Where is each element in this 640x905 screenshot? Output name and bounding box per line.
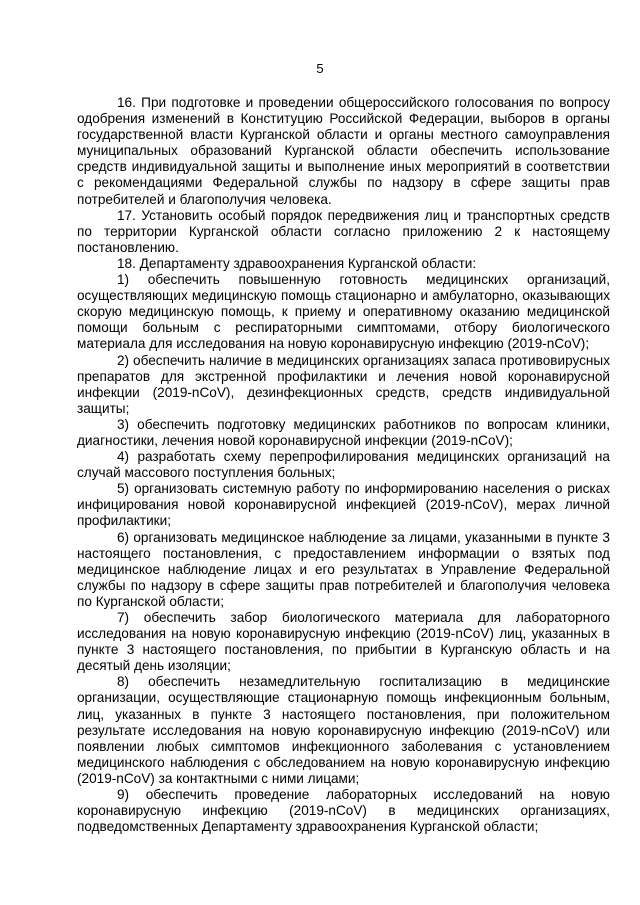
paragraph-17: 17. Установить особый порядок передвижения лиц и транспортных средств по территории Курганской области согласно приложению 2 к настоящему постановлению. — [77, 207, 610, 255]
document-body — [77, 95, 610, 835]
paragraph-16: 16. При подготовке и проведении общероссийского голосования по вопросу одобрения изменений в Конституцию Российской Федерации, выборов в органы государственной власти Курганской области и органы местного самоуправления муниципальных образований Курганской области обеспечить использование средств индивидуальной защиты и выполнение иных мероприятий в соответствии с рекомендациями Федеральной службы по надзору в сфере защиты прав потребителей и благополучия человека. — [77, 95, 610, 207]
paragraph-18-item-8: 8) обеспечить незамедлительную госпитализацию в медицинские организации, осуществляющие стационарную помощь инфекционным больным, лиц, указанных в пункте 3 настоящего постановления, при положительном результате исследования на новую коронавирусную инфекцию (2019-nCoV) или появлении любых симптомов инфекционного заболевания с установлением медицинского наблюдения с обследованием на новую коронавирусную инфекцию (2019-nCoV) за контактными с ними лицами; — [77, 674, 610, 786]
paragraph-18-item-6: 6) организовать медицинское наблюдение за лицами, указанными в пункте 3 настоящего постановления, с предоставлением информации о взятых под медицинское наблюдение лицах и его результатах в Управление Федеральной службы по надзору в сфере защиты прав потребителей и благополучия человека по Курганской области; — [77, 529, 610, 609]
paragraph-18-item-2: 2) обеспечить наличие в медицинских организациях запаса противовирусных препаратов для экстренной профилактики и лечения новой коронавирусной инфекции (2019-nCoV), дезинфекционных средств, средств индивидуальной защиты; — [77, 352, 610, 416]
paragraph-18-item-7: 7) обеспечить забор биологического материала для лабораторного исследования на новую коронавирусную инфекцию (2019-nCoV) лиц, указанных в пункте 3 настоящего постановления, по прибытии в Курганскую область и на десятый день изоляции; — [77, 610, 610, 674]
paragraph-18-item-1: 1) обеспечить повышенную готовность медицинских организаций, осуществляющих медицинскую помощь стационарно и амбулаторно, оказывающих скорую медицинскую помощь, к приему и оперативному оказанию медицинской помощи больным с респираторными симптомами, отбору биологического материала для исследования на новую коронавирусную инфекцию (2019-nCoV); — [77, 272, 610, 352]
paragraph-18-item-3: 3) обеспечить подготовку медицинских работников по вопросам клиники, диагностики, лечения новой коронавирусной инфекции (2019-nCoV); — [77, 416, 610, 448]
paragraph-18-item-4: 4) разработать схему перепрофилирования медицинских организаций на случай массового поступления больных; — [77, 449, 610, 481]
paragraph-18-item-5: 5) организовать системную работу по информированию населения о рисках инфицирования новой коронавирусной инфекцией (2019-nCoV), мерах личной профилактики; — [77, 481, 610, 529]
page-number: 5 — [316, 61, 324, 76]
paragraph-18-item-9: 9) обеспечить проведение лабораторных исследований на новую коронавирусную инфекцию (2019-nCoV) в медицинских организациях, подведомственных Департаменту здравоохранения Курганской области; — [77, 787, 610, 835]
paragraph-18-heading: 18. Департаменту здравоохранения Курганской области: — [117, 255, 477, 271]
